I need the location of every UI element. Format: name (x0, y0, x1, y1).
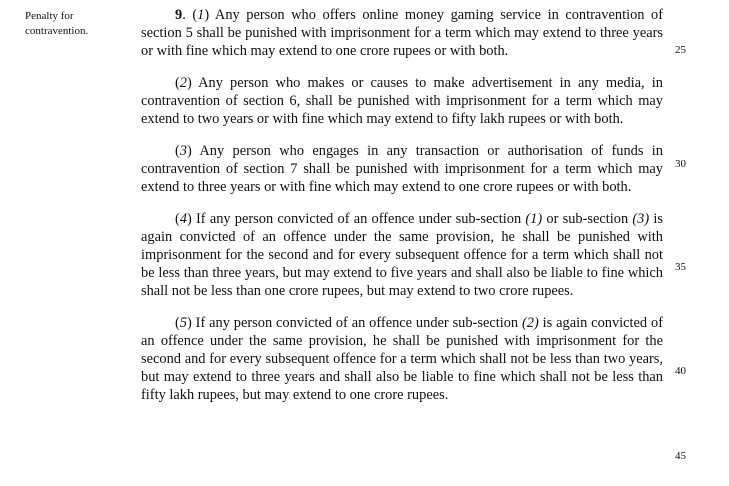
clause-3-text: Any person who engages in any transaction or authorisation of funds in contravention of section 7 shall be punished with imprisonment for a term which may extend to three years or with fine which may extend to one crore rupees or with both. (141, 143, 663, 195)
marginal-note (25, 9, 125, 39)
clause-5-id: 5 (179, 315, 187, 331)
line-number-40: 40 (675, 365, 686, 377)
clause-2-text: Any person who makes or causes to make advertisement in any media, in contravention of section 6, shall be punished with imprisonment for a term which may extend to two years or with fine which may extend to fifty lakh rupees or with both. (141, 75, 663, 127)
marginal-note-line-1: Penalty for (25, 10, 74, 22)
clause-4-id: 4 (179, 211, 187, 227)
line-number-30: 30 (675, 158, 686, 170)
clause-4-text-b: or sub-section (546, 211, 629, 227)
clause-4-ref-2: (3) (632, 211, 650, 227)
clause-1-id: 1 (197, 7, 205, 23)
line-number-35: 35 (675, 261, 686, 273)
clause-4-ref-1: (1) (525, 211, 543, 227)
line-number-25: 25 (675, 44, 686, 56)
clause-3-id: 3 (179, 143, 187, 159)
clause-4-text-a: If any person convicted of an offence under sub-section (196, 211, 522, 227)
clause-3: (3) Any person who engages in any transaction or authorisation of funds in contravention of section 7 shall be punished with imprisonment for a term which may extend to three years or with fine which may extend to one crore rupees or with both. (141, 143, 663, 195)
section-number: 9 (175, 7, 183, 23)
section-body (141, 6, 663, 404)
clause-5-text-a: If any person convicted of an offence under sub-section (195, 315, 519, 331)
marginal-note-line-2: contravention. (25, 25, 89, 37)
clause-2: (2) Any person who makes or causes to make advertisement in any media, in contravention of section 6, shall be punished with imprisonment for a term which may extend to two years or with fine which may extend to fifty lakh rupees or with both. (141, 75, 663, 127)
clause-4: (4) If any person convicted of an offence under sub-section (1) or sub-section (3) is again convicted of an offence under the same provision, he shall be punished with imprisonment for the second and for every subsequent offence for a term which shall not be less than three years, but may extend to five years and shall also be liable to fine which shall not be less than one crore rupees, but may extend to two crore rupees. (141, 211, 663, 299)
clause-4-text-c: is again convicted of an offence under the same provision, he shall be punished with imprisonment for the second and for every subsequent offence for a term which shall not be less than three years, but may extend to five years and shall also be liable to fine which shall not be less than one crore rupees, but may extend to two crore rupees. (141, 211, 663, 299)
clause-5-ref-1: (2) (522, 315, 539, 331)
clause-5: (5) If any person convicted of an offence under sub-section (2) is again convicted of an offence under the same provision, he shall be punished with imprisonment for the second and for every subsequent offence for a term which shall not be less than two years, but may extend to three years and shall also be liable to fine which shall not be less than fifty lakh rupees, but may extend to one crore rupees. (141, 315, 663, 403)
clause-1-text: Any person who offers online money gaming service in contravention of section 5 shall be punished with imprisonment for a term which may extend to three years or with fine which may extend to one crore rupees or with both. (141, 7, 663, 59)
clause-1: 9. (1) Any person who offers online money gaming service in contravention of section 5 shall be punished with imprisonment for a term which may extend to three years or with fine which may extend to one crore rupees or with both. (141, 7, 663, 59)
clause-2-id: 2 (179, 75, 187, 91)
clause-5-text-b: is again convicted of an offence under the same provision, he shall be punished with imprisonment for the second and for every subsequent offence for a term which shall not be less than two years, but may extend to three years and shall also be liable to fine which shall not be less than fifty lakh rupees, but may extend to one crore rupees. (141, 315, 663, 403)
line-number-45: 45 (675, 450, 686, 462)
